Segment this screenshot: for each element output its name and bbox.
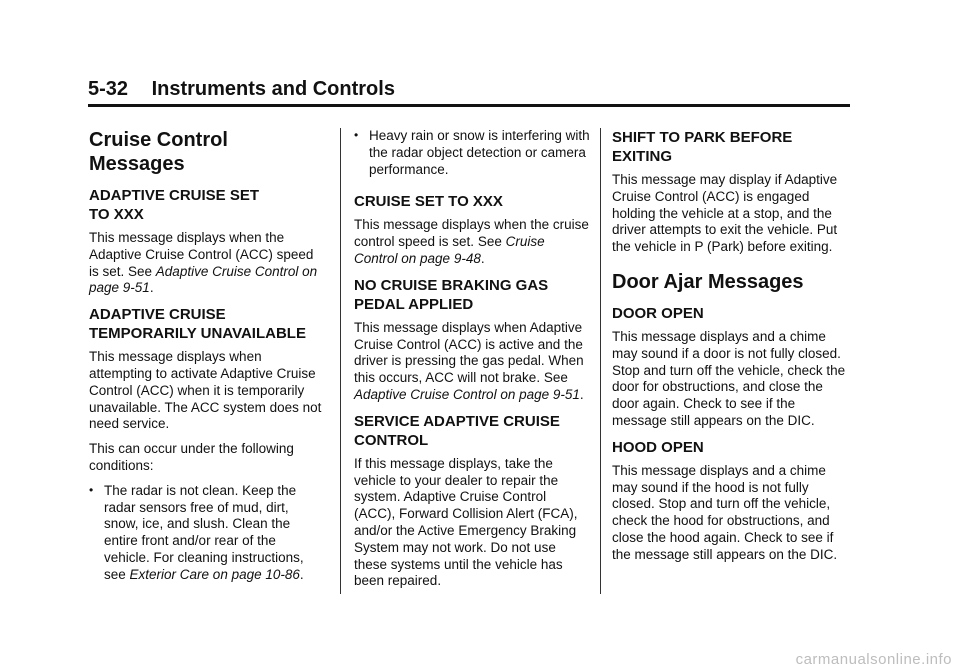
paragraph: This message displays when the cruise control speed is set. See Cruise Control on page 9-48.: [354, 217, 589, 266]
bullet-icon: •: [89, 482, 94, 497]
paragraph: This can occur under the following conditions:: [89, 441, 294, 473]
cross-reference-link[interactable]: Adaptive Cruise Control on page 9-51: [354, 386, 580, 402]
list-item: • The radar is not clean. Keep the radar sensors free of mud, dirt, snow, ice, and slush. Clean the entire front and/or rear of the vehicle. For cleaning instructions, see Exterior Care on page 10-86.: [89, 482, 304, 582]
section-no-cruise-braking: [354, 276, 590, 404]
subheading-door-open: DOOR OPEN: [612, 304, 704, 322]
subheading-adaptive-cruise-set: ADAPTIVE CRUISE SET TO XXX: [89, 187, 260, 223]
column-3: [612, 128, 852, 572]
subheading-service-adaptive-cruise: SERVICE ADAPTIVE CRUISE CONTROL: [354, 412, 560, 449]
section-shift-to-park: [612, 128, 852, 256]
section-heading-door-ajar-messages: Door Ajar Messages: [612, 270, 804, 293]
cross-reference-link[interactable]: Adaptive Cruise Control on page 9-51: [89, 263, 318, 296]
section-heading-cruise-control-messages: Cruise Control Messages: [89, 129, 228, 175]
bullet-icon: •: [354, 128, 359, 142]
header-rule: [88, 104, 850, 107]
paragraph: This message displays and a chime may sound if a door is not fully closed. Stop and turn off the vehicle, check the door for obstructions, and close the door again. Check to see if the message still appears on the DIC.: [612, 328, 846, 428]
subheading-cruise-set: CRUISE SET TO XXX: [354, 193, 503, 211]
section-title: Instruments and Controls: [151, 78, 395, 100]
page-header: [88, 78, 395, 101]
cross-reference-link[interactable]: Exterior Care on page 10-86: [129, 566, 300, 582]
list-item: • Heavy rain or snow is interfering with the radar object detection or camera performance.: [354, 128, 590, 177]
paragraph: This message may display if Adaptive Cruise Control (ACC) is engaged holding the vehicle at a stop, and the driver attempts to exit the vehicle. Put the vehicle in P (Park) before exiting.: [612, 172, 838, 255]
column-divider-2: [600, 128, 601, 594]
column-divider-1: [340, 128, 341, 594]
paragraph: If this message displays, take the vehicle to your dealer to repair the system. Adaptive Cruise Control (ACC), Forward Collision Alert (FCA), and/or the Active Emergency Braking System may not work. Do not use these systems until the vehicle has been repaired.: [354, 455, 578, 589]
section-cruise-set: [354, 192, 590, 267]
paragraph: This message displays and a chime may sound if the hood is not fully closed. Stop and turn off the vehicle, check the hood for obstructions, and close the hood again. Check to see if the message still appears on the DIC.: [612, 462, 838, 562]
section-service-adaptive-cruise: [354, 412, 590, 590]
paragraph: This message displays when Adaptive Cruise Control (ACC) is active and the driver is pressing the gas pedal. When this occurs, ACC will not brake. See Adaptive Cruise Control on page 9-51.: [354, 319, 584, 402]
paragraph: This message displays when attempting to activate Adaptive Cruise Control (ACC) when it is temporarily unavailable. The ACC system does not need service.: [89, 349, 322, 432]
subheading-shift-to-park: SHIFT TO PARK BEFORE EXITING: [612, 129, 793, 165]
section-hood-open: [612, 438, 852, 564]
section-adaptive-cruise-set: [89, 186, 325, 297]
paragraph: This message displays when the Adaptive Cruise Control (ACC) speed is set. See Adaptive Cruise Control on page 9-51.: [89, 230, 318, 296]
page-number: 5-32: [88, 78, 129, 100]
section-adaptive-cruise-temporarily-unavailable: [89, 305, 325, 583]
column-2: [354, 128, 590, 598]
watermark-text: carmanualsonline.info: [795, 651, 952, 668]
section-door-open: [612, 304, 852, 430]
cross-reference-link[interactable]: Cruise Control on page 9-48: [354, 234, 545, 266]
subheading-no-cruise-braking: NO CRUISE BRAKING GAS PEDAL APPLIED: [354, 276, 549, 313]
subheading-hood-open: HOOD OPEN: [612, 438, 704, 456]
column-1: [89, 128, 325, 592]
subheading-adaptive-cruise-temporarily-unavailable: ADAPTIVE CRUISE TEMPORARILY UNAVAILABLE: [89, 306, 306, 343]
